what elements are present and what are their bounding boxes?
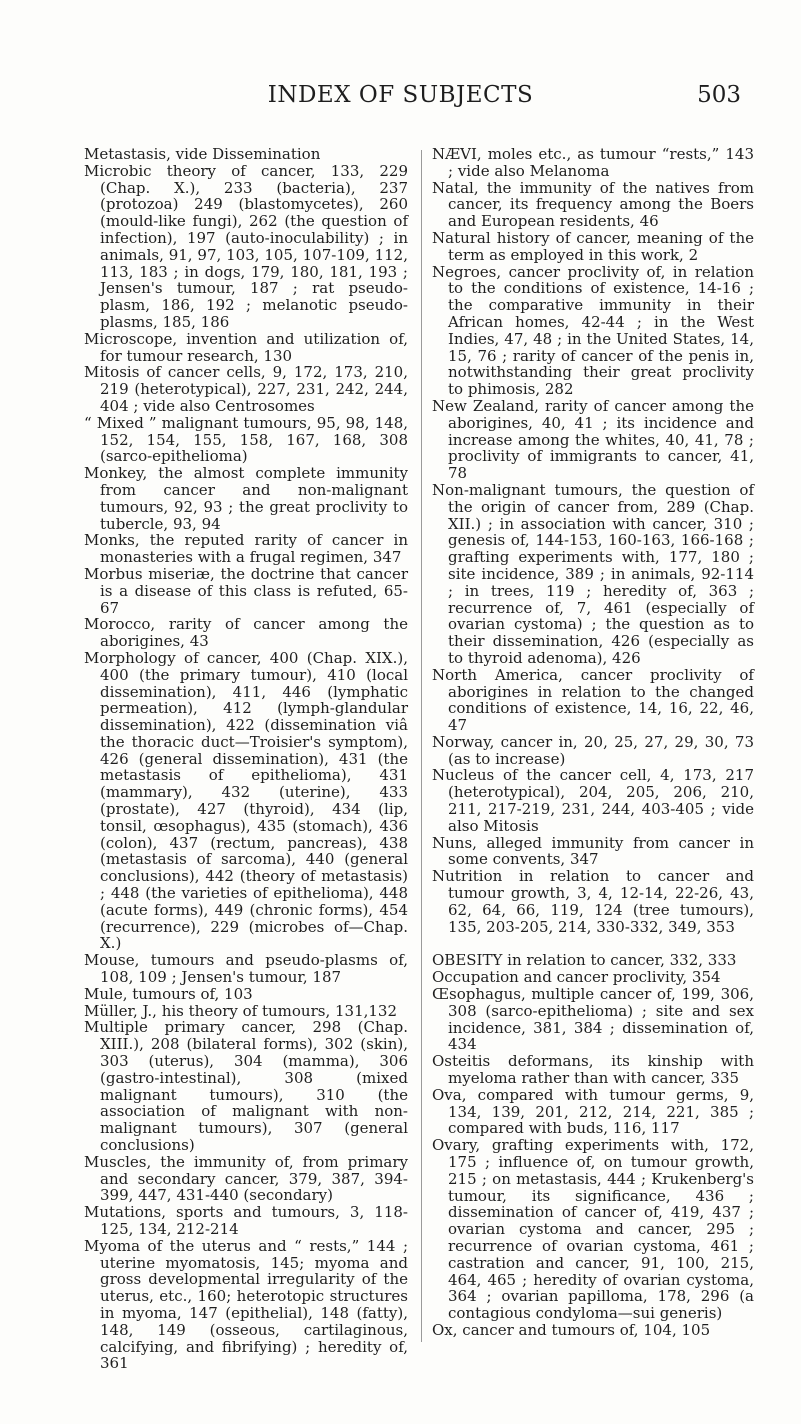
index-entry: Monkey, the almost complete immunity from cancer and non-malignant tumours, 92, 93 ; the great proclivity to tubercle, 93, 94 [84, 464, 408, 533]
index-entry: Morbus miseriæ, the doctrine that cancer is a disease of this class is refuted, 65-67 [84, 564, 408, 617]
index-entry: Osteitis deformans, its kinship with myeloma rather than with cancer, 335 [432, 1052, 754, 1088]
index-entry: Norway, cancer in, 20, 25, 27, 29, 30, 73 (as to increase) [432, 732, 754, 768]
index-entry: Microbic theory of cancer, 133, 229 (Chap. X.), 233 (bacteria), 237 (protozoa) 249 (blastomycetes), 260 (mould-like fungi), 262 (the question of infection), 197 (auto-inoculability) ; in animals, 91, 97, 103, 105, 107-109, 112, 113, 183 ; in dogs, 179, 180, 181, 193 ; Jensen's tumour, 187 ; rat pseudo-plasm, 186, 192 ; melanotic pseudo-plasms, 185, 186 [84, 161, 408, 331]
column-divider [421, 150, 422, 1342]
index-entry: Metastasis, vide Dissemination [84, 145, 321, 163]
index-column-left [84, 146, 408, 1372]
index-entry: NÆVI, moles etc., as tumour “rests,” 143 ; vide also Melanoma [432, 145, 754, 180]
index-entry: Ox, cancer and tumours of, 104, 105 [432, 1320, 711, 1339]
index-entry: Negroes, cancer proclivity of, in relation to the conditions of existence, 14-16 ; the comparative immunity in their African homes, 42-44 ; in the West Indies, 47, 48 ; in the United States, 14, 15, 76 ; rarity of cancer of the penis in, notwithstanding their great proclivity to phimosis, 282 [432, 262, 754, 399]
index-entry: New Zealand, rarity of cancer among the aborigines, 40, 41 ; its incidence and increase among the whites, 40, 41, 78 ; proclivity of immigrants to cancer, 41, 78 [432, 396, 754, 483]
index-entry: Natural history of cancer, meaning of the term as employed in this work, 2 [432, 228, 754, 264]
index-entry: Non-malignant tumours, the question of the origin of cancer from, 289 (Chap. XII.) ; in association with cancer, 310 ; genesis of, 144-153, 160-163, 166-168 ; grafting experiments with, 177, 180 ; site incidence, 389 ; in animals, 92-114 ; in trees, 119 ; heredity of, 363 ; recurrence of, 7, 461 (especially of ovarian cystoma) ; the question as to their dissemination, 426 (especially as to thyroid adenoma), 426 [432, 480, 754, 667]
index-entry: Occupation and cancer proclivity, 354 [432, 968, 721, 987]
index-entry: Mouse, tumours and pseudo-plasms of, 108, 109 ; Jensen's tumour, 187 [84, 951, 408, 987]
index-entry: Ovary, grafting experiments with, 172, 175 ; influence of, on tumour growth, 215 ; on metastasis, 444 ; Krukenberg's tumour, its significance, 436 ; dissemination of cancer of, 419, 437 ; ovarian cystoma and cancer, 295 ; recurrence of ovarian cystoma, 461 ; castration and cancer, 91, 100, 215, 464, 465 ; heredity of ovarian cystoma, 364 ; ovarian papilloma, 178, 296 (a contagious condyloma—sui generis) [432, 1136, 754, 1323]
index-entry: Müller, J., his theory of tumours, 131,132 [84, 1001, 398, 1020]
index-entry: “ Mixed ” malignant tumours, 95, 98, 148, 152, 154, 155, 158, 167, 168, 308 (sarco-epithelioma) [84, 413, 408, 466]
index-entry: OBESITY in relation to cancer, 332, 333 [432, 951, 737, 970]
index-entry: Myoma of the uterus and “ rests,” 144 ; uterine myomatosis, 145; myoma and gross developmental irregularity of the uterus, etc., 160; heterotopic structures in myoma, 147 (epithelial), 148 (fatty), 148, 149 (osseous, cartilaginous, calcifying, and fibrifying) ; heredity of, 361 [84, 1236, 408, 1373]
index-column-right [432, 146, 754, 1339]
index-entry: Œsophagus, multiple cancer of, 199, 306, 308 (sarco-epithelioma) ; site and sex incidence, 381, 384 ; dissemination of, 434 [432, 985, 754, 1054]
index-entry: Morphology of cancer, 400 (Chap. XIX.), 400 (the primary tumour), 410 (local dissemination), 411, 446 (lymphatic permeation), 412 (lymph-glandular dissemination), 422 (dissemination viâ the thoracic duct—Troisier's symptom), 426 (general dissemination), 431 (the metastasis of epithelioma), 431 (mammary), 432 (uterine), 433 (prostate), 427 (thyroid), 434 (lip, tonsil, œsophagus), 435 (stomach), 436 (colon), 437 (rectum, pancreas), 438 (metastasis of sarcoma), 440 (general conclusions), 442 (theory of metastasis) ; 448 (the varieties of epithelioma), 448 (acute forms), 449 (chronic forms), 454 (recurrence), 229 (microbes of—Chap. X.) [84, 648, 408, 953]
index-entry: North America, cancer proclivity of aborigines in relation to the changed conditions of existence, 14, 16, 22, 46, 47 [432, 665, 754, 735]
page-header [0, 82, 801, 112]
index-entry: Mutations, sports and tumours, 3, 118-125, 134, 212-214 [84, 1203, 408, 1238]
index-entry: Mitosis of cancer cells, 9, 172, 173, 210, 219 (heterotypical), 227, 231, 242, 244, 404 ; vide also Centrosomes [84, 363, 408, 415]
index-entry: Nuns, alleged immunity from cancer in some convents, 347 [432, 833, 754, 869]
page-number: 503 [697, 82, 741, 108]
index-entry: Nutrition in relation to cancer and tumour growth, 3, 4, 12-14, 22-26, 43, 62, 64, 66, 119, 124 (tree tumours), 135, 203-205, 214, 330-332, 349, 353 [432, 867, 754, 936]
index-entry: Ova, compared with tumour germs, 9, 134, 139, 201, 212, 214, 221, 385 ; compared with buds, 116, 117 [432, 1085, 754, 1138]
index-entry: Natal, the immunity of the natives from cancer, its frequency among the Boers and European residents, 46 [432, 178, 754, 231]
index-entry: Nucleus of the cancer cell, 4, 173, 217 (heterotypical), 204, 205, 206, 210, 211, 217-219, 231, 244, 403-405 ; vide also Mitosis [432, 766, 754, 835]
running-title: INDEX OF SUBJECTS [267, 82, 534, 108]
index-entry: Microscope, invention and utilization of, for tumour research, 130 [84, 329, 408, 365]
index-entry: Multiple primary cancer, 298 (Chap. XIII.), 208 (bilateral forms), 302 (skin), 303 (uterus), 304 (mamma), 306 (gastro-intestinal), 308 (mixed malignant tumours), 310 (the association of malignant with non-malignant tumours), 307 (general conclusions) [84, 1018, 408, 1155]
index-entry: Morocco, rarity of cancer among the aborigines, 43 [84, 615, 408, 651]
index-entry: Mule, tumours of, 103 [84, 984, 253, 1003]
index-entry: Monks, the reputed rarity of cancer in monasteries with a frugal regimen, 347 [84, 531, 408, 567]
index-entry: Muscles, the immunity of, from primary and secondary cancer, 379, 387, 394-399, 447, 431-440 (secondary) [84, 1152, 408, 1205]
